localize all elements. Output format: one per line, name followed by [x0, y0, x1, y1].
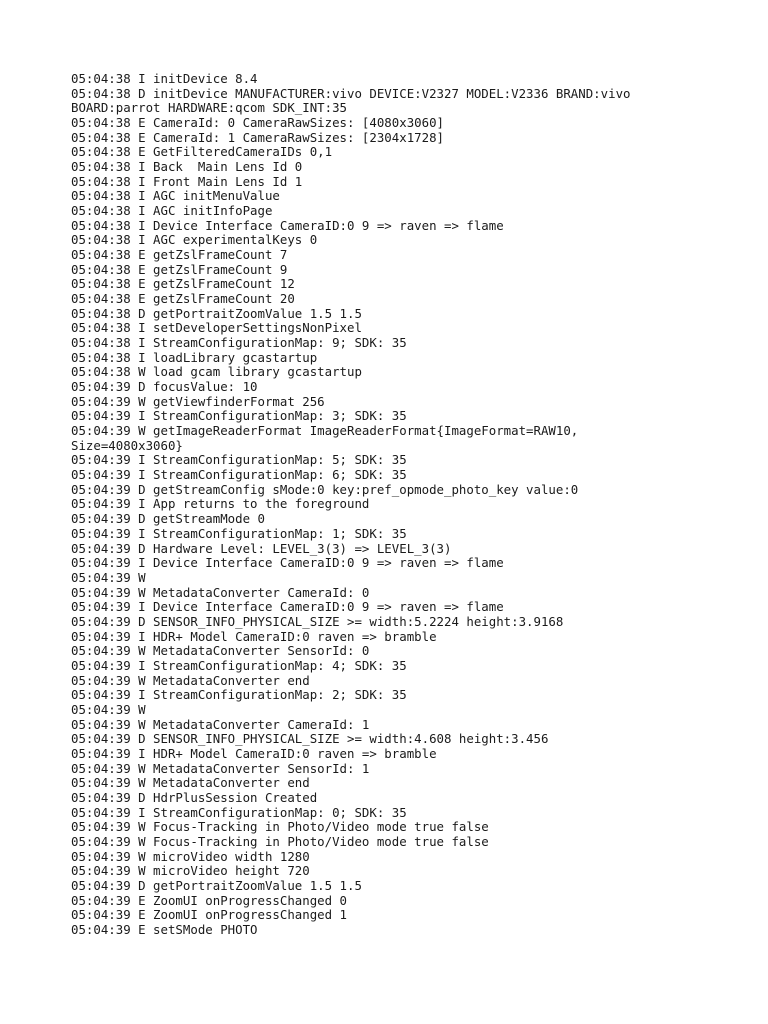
log-line: 05:04:38 E CameraId: 1 CameraRawSizes: [2304x1728]: [71, 129, 444, 145]
log-line: 05:04:38 I Back Main Lens Id 0: [71, 159, 303, 175]
log-line: 05:04:39 I StreamConfigurationMap: 1; SDK: 35: [71, 525, 407, 541]
log-line: 05:04:38 E getZslFrameCount 7: [71, 247, 288, 263]
log-line: 05:04:39 E ZoomUI onProgressChanged 1: [71, 907, 348, 923]
log-line: 05:04:39 I StreamConfigurationMap: 2; SDK: 35: [71, 687, 407, 703]
log-line: 05:04:38 I Device Interface CameraID:0 9 => raven => flame: [71, 217, 504, 233]
log-line: 05:04:38 I loadLibrary gcastartup: [71, 349, 318, 365]
log-line: 05:04:39 D SENSOR_INFO_PHYSICAL_SIZE >= width:5.2224 height:3.9168: [71, 613, 564, 629]
log-line: 05:04:38 D getPortraitZoomValue 1.5 1.5: [71, 305, 362, 321]
log-line: 05:04:38 I AGC experimentalKeys 0: [71, 232, 318, 248]
log-line: 05:04:38 I Front Main Lens Id 1: [71, 173, 303, 189]
log-line: 05:04:39 D HdrPlusSession Created: [71, 789, 318, 805]
log-line: BOARD:parrot HARDWARE:qcom SDK_INT:35: [71, 100, 348, 116]
log-line: 05:04:39 W Focus-Tracking in Photo/Video mode true false: [71, 819, 489, 835]
log-line: 05:04:39 D Hardware Level: LEVEL_3(3) => LEVEL_3(3): [71, 540, 452, 556]
log-line: 05:04:39 D getStreamConfig sMode:0 key:pref_opmode_photo_key value:0: [71, 481, 579, 497]
log-line: 05:04:38 I AGC initInfoPage: [71, 203, 273, 219]
log-line: 05:04:39 D focusValue: 10: [71, 379, 258, 395]
log-line: 05:04:39 I HDR+ Model CameraID:0 raven => bramble: [71, 628, 437, 644]
log-line: 05:04:39 W getImageReaderFormat ImageReaderFormat{ImageFormat=RAW10,: [71, 423, 579, 439]
log-line: 05:04:39 W getViewfinderFormat 256: [71, 393, 325, 409]
log-line: 05:04:39 E ZoomUI onProgressChanged 0: [71, 892, 348, 908]
log-line: 05:04:38 E getZslFrameCount 9: [71, 261, 288, 277]
log-line: 05:04:38 E CameraId: 0 CameraRawSizes: [4080x3060]: [71, 115, 444, 131]
log-line: 05:04:39 W MetadataConverter CameraId: 1: [71, 716, 370, 732]
log-line: Size=4080x3060}: [71, 437, 183, 453]
log-line: 05:04:39 E setSMode PHOTO: [71, 921, 258, 937]
log-line: 05:04:38 I setDeveloperSettingsNonPixel: [71, 320, 362, 336]
log-line: 05:04:39 I StreamConfigurationMap: 5; SDK: 35: [71, 452, 407, 468]
log-line: 05:04:39 W MetadataConverter end: [71, 775, 310, 791]
log-line: 05:04:39 W: [71, 701, 146, 717]
log-line: 05:04:39 I Device Interface CameraID:0 9 => raven => flame: [71, 599, 504, 615]
log-line: 05:04:38 D initDevice MANUFACTURER:vivo DEVICE:V2327 MODEL:V2336 BRAND:vivo: [71, 85, 631, 101]
log-page: [71, 72, 751, 938]
log-line: 05:04:39 W: [71, 569, 146, 585]
log-line: 05:04:39 I StreamConfigurationMap: 6; SDK: 35: [71, 467, 407, 483]
log-line: 05:04:38 E getZslFrameCount 20: [71, 291, 295, 307]
log-line: 05:04:39 D getPortraitZoomValue 1.5 1.5: [71, 877, 362, 893]
log-line: 05:04:39 W microVideo height 720: [71, 863, 310, 879]
log-line: 05:04:39 I HDR+ Model CameraID:0 raven => bramble: [71, 745, 437, 761]
log-line: 05:04:39 I StreamConfigurationMap: 3; SDK: 35: [71, 408, 407, 424]
log-line: 05:04:39 W MetadataConverter end: [71, 672, 310, 688]
log-line: 05:04:38 E GetFilteredCameraIDs 0,1: [71, 144, 333, 160]
log-line: 05:04:39 W MetadataConverter SensorId: 0: [71, 643, 370, 659]
log-line: 05:04:39 I Device Interface CameraID:0 9 => raven => flame: [71, 555, 504, 571]
log-line: 05:04:39 D getStreamMode 0: [71, 511, 265, 527]
log-line: 05:04:39 D SENSOR_INFO_PHYSICAL_SIZE >= width:4.608 height:3.456: [71, 731, 549, 747]
log-line: 05:04:38 I StreamConfigurationMap: 9; SDK: 35: [71, 335, 407, 351]
log-line: 05:04:39 I App returns to the foreground: [71, 496, 370, 512]
log-line: 05:04:39 I StreamConfigurationMap: 4; SDK: 35: [71, 657, 407, 673]
log-line: 05:04:38 I initDevice 8.4: [71, 71, 258, 86]
log-line: 05:04:39 W microVideo width 1280: [71, 848, 310, 864]
log-line: 05:04:39 W MetadataConverter SensorId: 1: [71, 760, 370, 776]
log-line: 05:04:39 W MetadataConverter CameraId: 0: [71, 584, 370, 600]
log-line: 05:04:39 W Focus-Tracking in Photo/Video mode true false: [71, 833, 489, 849]
log-line: 05:04:38 W load gcam library gcastartup: [71, 364, 362, 380]
log-line: 05:04:38 I AGC initMenuValue: [71, 188, 280, 204]
log-line: 05:04:39 I StreamConfigurationMap: 0; SDK: 35: [71, 804, 407, 820]
log-line: 05:04:38 E getZslFrameCount 12: [71, 276, 295, 292]
